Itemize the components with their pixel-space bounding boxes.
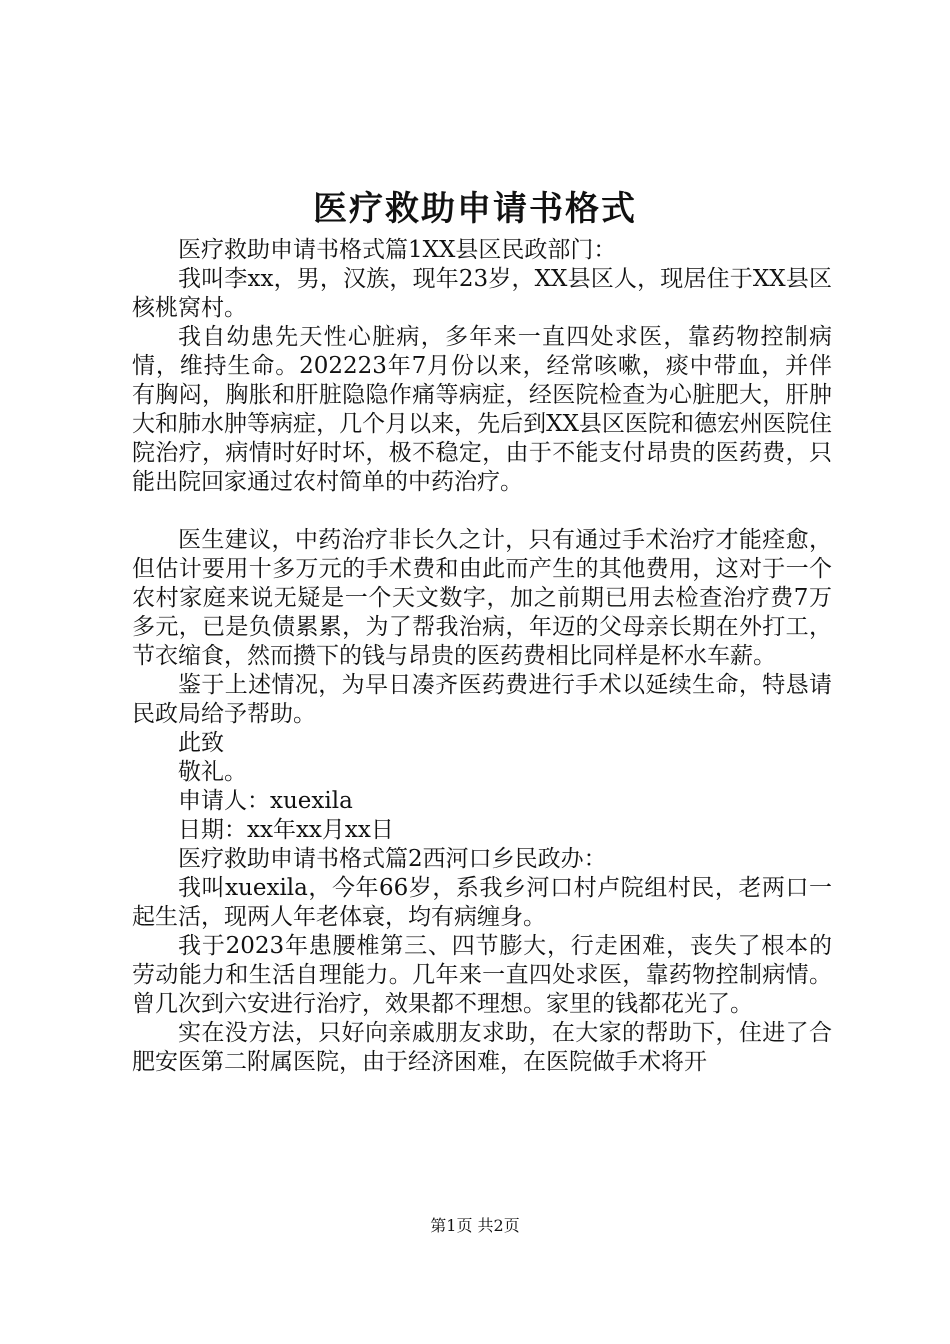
paragraph-illness-description: 我于2023年患腰椎第三、四节膨大，行走困难，丧失了根本的劳动能力和生活自理能力。几年来一直四处求医，靠药物控制病情。曾几次到六安进行治疗，效果都不理想。家里的钱都花光了。: [132, 933, 832, 1017]
paragraph-salutation-1: 医疗救助申请书格式篇1XX县区民政部门：: [178, 237, 617, 263]
paragraph-doctor-advice: 医生建议，中药治疗非长久之计，只有通过手术治疗才能痊愈，但估计要用十多万元的手术费和由此而产生的其他费用，这对于一个农村家庭来说无疑是一个天文数字，加之前期已用去检查治疗费7万多元，已是负债累累，为了帮我治病，年迈的父母亲长期在外打工，节衣缩食，然而攒下的钱与昂贵的医药费相比同样是杯水车薪。: [132, 527, 832, 669]
document-title: 医疗救助申请书格式: [313, 189, 637, 229]
paragraph-date: 日期：xx年xx月xx日: [178, 817, 394, 843]
paragraph-request: 鉴于上述情况，为早日凑齐医药费进行手术以延续生命，特恳请民政局给予帮助。: [132, 672, 832, 727]
paragraph-closing-2: 敬礼。: [178, 759, 247, 785]
paragraph-applicant-intro-2: 我叫xuexila，今年66岁，系我乡河口村卢院组村民，老两口一起生活，现两人年老体衰，均有病缠身。: [132, 875, 832, 930]
page-footer: 第1页 共2页: [430, 1216, 520, 1235]
paragraph-hospital-stay: 实在没方法，只好向亲戚朋友求助，在大家的帮助下，住进了合肥安医第二附属医院，由于经济困难，在医院做手术将开: [132, 1020, 832, 1075]
paragraph-applicant-signature: 申请人：xuexila: [178, 788, 353, 814]
paragraph-applicant-intro-1: 我叫李xx，男，汉族，现年23岁，XX县区人，现居住于XX县区核桃窝村。: [132, 266, 832, 321]
paragraph-salutation-2: 医疗救助申请书格式篇2西河口乡民政办：: [178, 846, 607, 872]
paragraph-illness-history: 我自幼患先天性心脏病，多年来一直四处求医，靠药物控制病情，维持生命。202223年7月份以来，经常咳嗽，痰中带血，并伴有胸闷，胸胀和肝脏隐隐作痛等病症，经医院检查为心脏肥大，肝肿大和肺水肿等病症，几个月以来，先后到XX县区医院和德宏州医院住院治疗，病情时好时坏，极不稳定，由于不能支付昂贵的医药费，只能出院回家通过农村简单的中药治疗。: [132, 324, 832, 495]
paragraph-closing-1: 此致: [178, 730, 224, 756]
document-body: [132, 236, 832, 1077]
